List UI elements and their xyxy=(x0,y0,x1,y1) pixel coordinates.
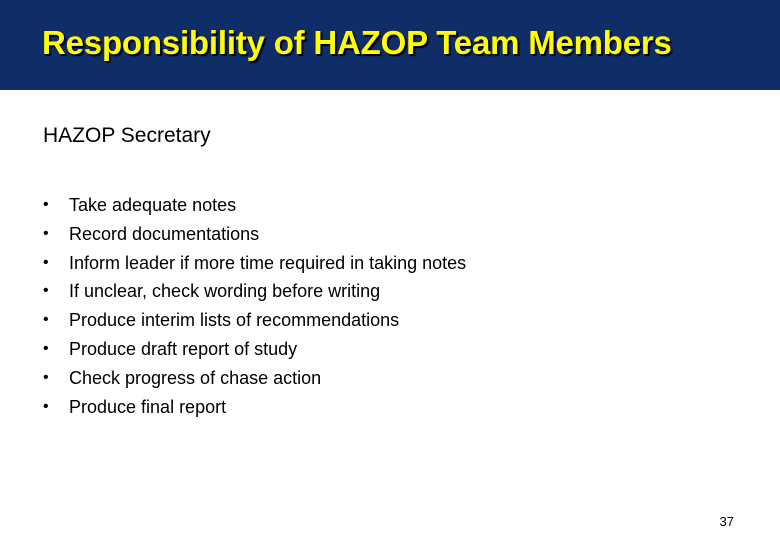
bullet-icon: • xyxy=(43,339,49,357)
slide-title: Responsibility of HAZOP Team Members xyxy=(42,24,672,61)
bullet-icon: • xyxy=(43,224,49,242)
page-number: 37 xyxy=(719,514,734,529)
list-item xyxy=(43,364,466,393)
list-item-text: Inform leader if more time required in taking notes xyxy=(69,252,467,273)
list-item xyxy=(43,393,466,422)
list-item xyxy=(43,249,466,278)
list-item-text: Check progress of chase action xyxy=(69,367,322,388)
list-item-text: Produce draft report of study xyxy=(69,338,298,359)
list-item xyxy=(43,306,466,335)
bullet-icon: • xyxy=(43,397,49,415)
list-item-text: If unclear, check wording before writing xyxy=(69,281,381,302)
list-item-text: Produce final report xyxy=(69,396,227,417)
bullet-icon: • xyxy=(43,311,49,329)
list-item xyxy=(43,335,466,364)
bullet-icon: • xyxy=(43,253,49,271)
bullet-icon: • xyxy=(43,368,49,386)
list-item-text: Take adequate notes xyxy=(69,195,237,215)
bullet-icon: • xyxy=(43,282,49,300)
list-item-text: Record documentations xyxy=(69,223,260,244)
list-item xyxy=(43,191,466,220)
list-item xyxy=(43,277,466,306)
list-item-text: Produce interim lists of recommendations xyxy=(69,310,400,331)
bullet-icon: • xyxy=(43,196,49,213)
bullet-list xyxy=(43,191,466,421)
list-item xyxy=(43,220,466,249)
title-bar xyxy=(0,0,780,90)
section-heading: HAZOP Secretary xyxy=(43,124,211,147)
